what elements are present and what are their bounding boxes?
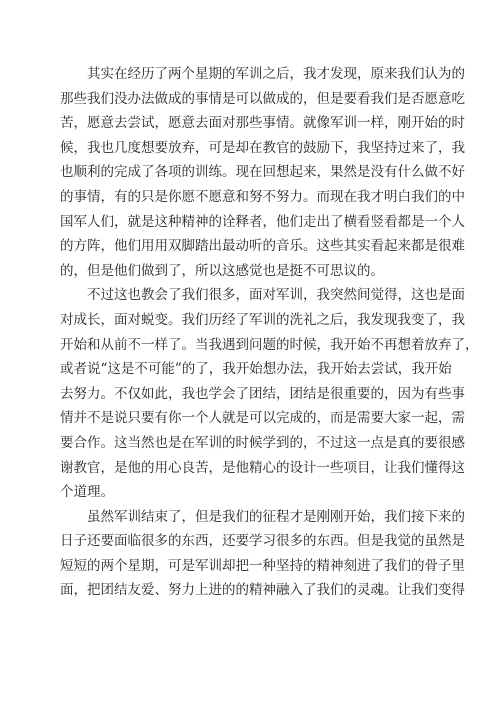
- text-line: 情并不是说只要有你一个人就是可以完成的，而是需要大家一起，需: [60, 410, 465, 427]
- paragraph-3: [60, 505, 465, 603]
- text-line: 不过这也教会了我们很多，面对军训，我突然间觉得，这也是面: [87, 287, 465, 304]
- text-line: 其实在经历了两个星期的军训之后，我才发现，原来我们认为的: [87, 66, 465, 82]
- text-line: 的，但是他们做到了，所以这感觉也是挺不可思议的。: [60, 262, 384, 279]
- text-line: 或者说“这是不可能”的了，我开始想办法，我开始去尝试，我开始: [60, 361, 452, 378]
- text-line: 国军人们，就是这种精神的诠释者，他们走出了横看竖看都是一个人: [60, 213, 465, 230]
- text-line: 的方阵，他们用用双脚踏出最动听的音乐。这些其实看起来都是很难: [60, 238, 465, 255]
- text-line: 谢教官，是他的用心良苦，是他精心的设计一些项目，让我们懂得这: [60, 459, 465, 476]
- text-line: 候，我也几度想要放弃，可是却在教官的鼓励下，我坚持过来了，我: [60, 139, 465, 156]
- text-line: 的事情，有的只是你愿不愿意和努不努力。而现在我才明白我们的中: [60, 188, 465, 205]
- text-line: 面，把团结友爱、努力上进的的精神融入了我们的灵魂。让我们变得: [60, 582, 465, 599]
- text-line: 要合作。这当然也是在军训的时候学到的，不过这一点是真的要很感: [60, 434, 465, 451]
- text-line: 去努力。不仅如此，我也学会了团结，团结是很重要的，因为有些事: [60, 385, 465, 402]
- text-line: 苦，愿意去尝试，愿意去面对那些事情。就像军训一样，刚开始的时: [60, 115, 465, 132]
- paragraph-1: [60, 62, 465, 283]
- paragraph-2: [60, 283, 479, 504]
- text-line: 个道理。: [60, 484, 114, 501]
- text-line: 那些我们没办法做成的事情是可以做成的，但是要看我们是否愿意吃: [60, 90, 465, 107]
- text-line: 虽然军训结束了，但是我们的征程才是刚刚开始，我们接下来的: [87, 508, 465, 525]
- text-line: 也顺利的完成了各项的训练。现在回想起来，果然是没有什么做不好: [60, 164, 465, 181]
- text-line: 短短的两个星期，可是军训却把一种坚持的精神刻进了我们的骨子里: [60, 557, 465, 574]
- text-line: 日子还要面临很多的东西，还要学习很多的东西。但是我觉的虽然是: [60, 533, 465, 550]
- essay-body: [60, 62, 479, 603]
- text-line: 开始和从前不一样了。当我遇到问题的时候，我开始不再想着放弃了，: [60, 336, 479, 353]
- text-line: 对成长，面对蜕变。我们历经了军训的洗礼之后，我发现我变了，我: [60, 311, 465, 328]
